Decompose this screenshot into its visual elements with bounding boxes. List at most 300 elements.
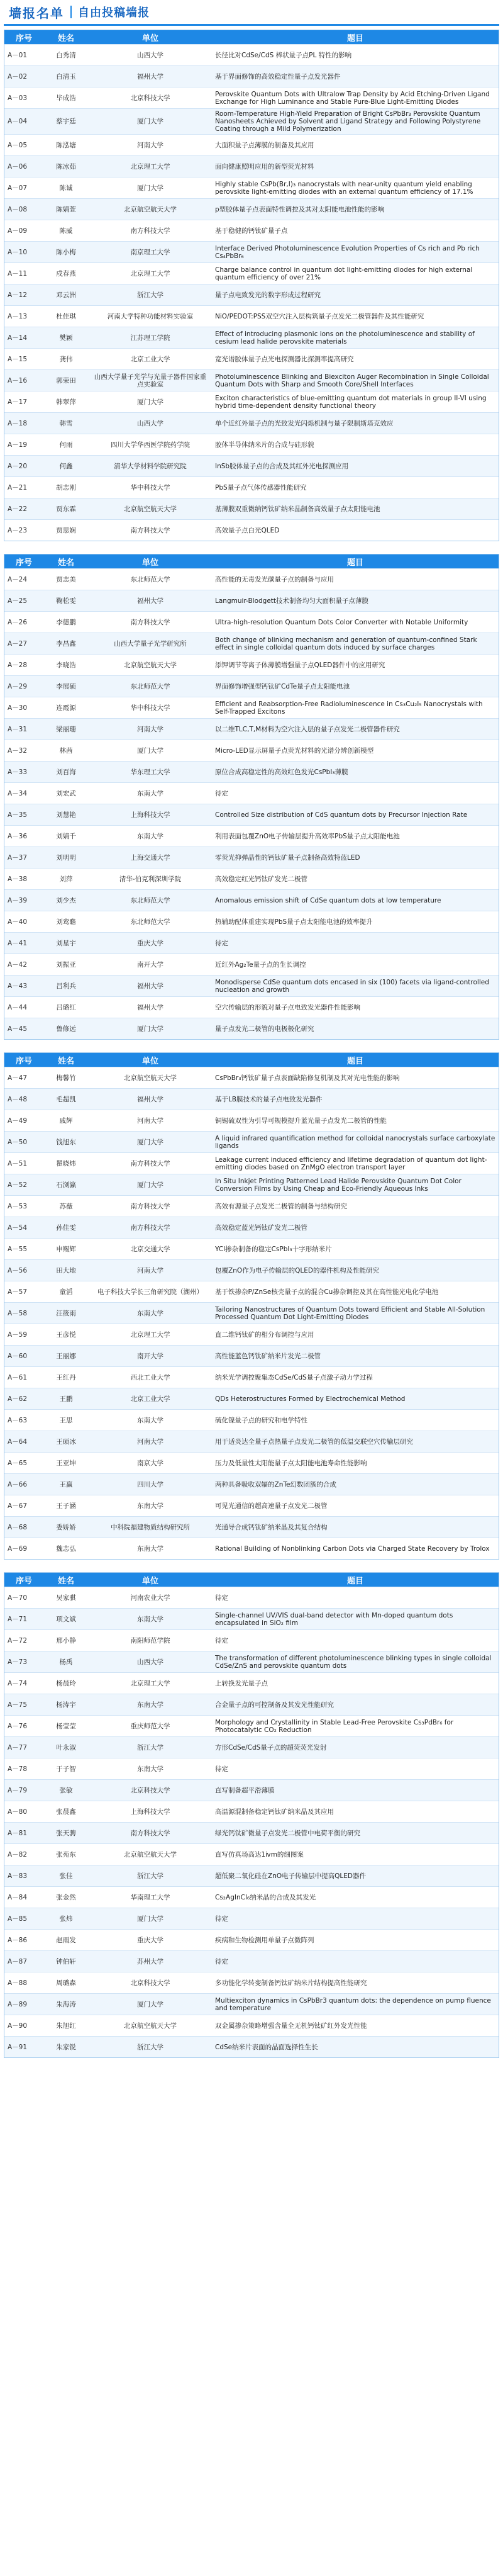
table-row	[4, 1823, 499, 1844]
cell-name: 周璐森	[43, 1972, 89, 1994]
cell-title: 高效稳定蓝光钙钛矿发光二极管	[212, 1217, 499, 1239]
cell-unit: 厦门大学	[89, 1908, 212, 1930]
cell-name: 贾东霖	[43, 498, 89, 520]
cell-title: 可见光通信的超高速量子点发光二极管	[212, 1495, 499, 1517]
cell-title: 绿光钙钛矿微量子点发光二极管中电荷平衡的研究	[212, 1823, 499, 1844]
column-header-title: 题目	[212, 1053, 499, 1067]
table-row	[4, 1239, 499, 1260]
cell-unit: 福州大学	[89, 66, 212, 87]
cell-unit: 南方科技大学	[89, 612, 212, 633]
table-row	[4, 890, 499, 911]
table-row	[4, 762, 499, 783]
cell-name: 戍春燕	[43, 263, 89, 284]
page-subtitle: 自由投稿墙报	[78, 6, 150, 20]
cell-title: In Situ Inkjet Printing Patterned Lead Halide Perovskite Quantum Dot Color Conversion Films by Using Cheap and Eco-Friendly Aqueous Inks	[212, 1174, 499, 1196]
cell-title: Controlled Size distribution of CdS quantum dots by Precursor Injection Rate	[212, 804, 499, 826]
cell-name: 朱海涛	[43, 1994, 89, 2015]
column-header-unit: 单位	[89, 554, 212, 569]
cell-unit: 北京航空航天大学	[89, 655, 212, 676]
cell-title: 直写仿真场高达1ⅳm的细图案	[212, 1844, 499, 1865]
cell-title: Micro-LED显示屏量子点荧光材料的光谱分辨创新模型	[212, 740, 499, 762]
cell-number: A－40	[4, 911, 43, 933]
cell-unit: 厦门大学	[89, 1174, 212, 1196]
cell-name: 何鑫	[43, 456, 89, 477]
cell-name: 申赐辉	[43, 1239, 89, 1260]
table-row	[4, 456, 499, 477]
cell-title: 基于界面修饰的高效稳定性量子点发光器件	[212, 66, 499, 87]
column-header-title: 题目	[212, 554, 499, 569]
cell-unit: 浙江大学	[89, 284, 212, 306]
table-header-row	[4, 554, 499, 569]
cell-number: A－28	[4, 655, 43, 676]
cell-number: A－91	[4, 2037, 43, 2058]
cell-number: A－78	[4, 1758, 43, 1780]
table-row	[4, 370, 499, 391]
cell-title: InSb胶体量子点的合成及其红外光电探测应用	[212, 456, 499, 477]
table-row	[4, 135, 499, 156]
cell-name: 陈冰茹	[43, 156, 89, 177]
column-header-name: 姓名	[43, 1053, 89, 1067]
cell-name: 贾志美	[43, 569, 89, 590]
cell-name: 刘星宇	[43, 933, 89, 954]
cell-number: A－51	[4, 1153, 43, 1174]
cell-unit: 厦门大学	[89, 740, 212, 762]
cell-name: 张金然	[43, 1887, 89, 1908]
table-row	[4, 1281, 499, 1303]
cell-title: 方形CdSe/CdS量子点的超荧荧光发射	[212, 1737, 499, 1758]
cell-number: A－18	[4, 413, 43, 434]
cell-name: 白清玉	[43, 66, 89, 87]
table-row	[4, 1495, 499, 1517]
cell-unit: 东南大学	[89, 826, 212, 847]
cell-title: 超低聚二氧化硅在ZnO电子传输层中提高QLED器件	[212, 1865, 499, 1887]
poster-table	[4, 554, 499, 1039]
cell-name: 项文斌	[43, 1609, 89, 1630]
cell-unit: 北京航空航天大学	[89, 2015, 212, 2037]
cell-number: A－75	[4, 1694, 43, 1716]
cell-name: 刘宏武	[43, 783, 89, 804]
cell-name: 白秀清	[43, 45, 89, 66]
cell-name: 鲁修远	[43, 1018, 89, 1040]
table-row	[4, 1196, 499, 1217]
cell-name: 赵雨发	[43, 1930, 89, 1951]
cell-number: A－16	[4, 370, 43, 391]
cell-name: 汪筱雨	[43, 1303, 89, 1324]
cell-title: 待定	[212, 1587, 499, 1609]
cell-unit: 电子科技大学长三角研究院（湖州）	[89, 1281, 212, 1303]
cell-name: 李德鹏	[43, 612, 89, 633]
cell-title: 热辅助配体重建实现PbS量子点太阳能电池的效率提升	[212, 911, 499, 933]
cell-name: 张炜	[43, 1908, 89, 1930]
cell-title: 直二维钙钛矿的相分布调控与应用	[212, 1324, 499, 1346]
cell-title: 合金量子点的可控制备及其发光性能研究	[212, 1694, 499, 1716]
cell-unit: 东南大学	[89, 1410, 212, 1431]
cell-unit: 山西大学量子光学与光量子器件国家重点实验室	[89, 370, 212, 391]
cell-number: A－11	[4, 263, 43, 284]
cell-unit: 南开大学	[89, 954, 212, 976]
cell-number: A－04	[4, 109, 43, 135]
table-row	[4, 1260, 499, 1281]
cell-title: 高性能的无毒发光碳量子点的制备与应用	[212, 569, 499, 590]
cell-title: Ultra-high-resolution Quantum Dots Color Converter with Notable Uniformity	[212, 612, 499, 633]
table-row	[4, 1865, 499, 1887]
cell-number: A－52	[4, 1174, 43, 1196]
table-row	[4, 1367, 499, 1388]
cell-name: 陈婧萱	[43, 199, 89, 220]
table-row	[4, 284, 499, 306]
cell-title: Both change of blinking mechanism and generation of quantum-confined Stark effect in single colloidal quantum dots induced by surface charges	[212, 633, 499, 655]
cell-number: A－10	[4, 242, 43, 263]
table-row	[4, 109, 499, 135]
table-row	[4, 177, 499, 199]
cell-number: A－36	[4, 826, 43, 847]
cell-number: A－54	[4, 1217, 43, 1239]
cell-title: Efficient and Reabsorption-Free Radioluminescence in Cs₃Cu₂I₅ Nanocrystals with Self-Trapped Excitons	[212, 697, 499, 719]
cell-unit: 福州大学	[89, 1089, 212, 1110]
cell-title: 高效量子点白光QLED	[212, 520, 499, 541]
cell-unit: 北京理工大学	[89, 156, 212, 177]
cell-name: 童滔	[43, 1281, 89, 1303]
cell-name: 朱家锐	[43, 2037, 89, 2058]
cell-unit: 北京科技大学	[89, 87, 212, 109]
cell-unit: 四川大学	[89, 1474, 212, 1495]
cell-name: 孙佳雯	[43, 1217, 89, 1239]
table-row	[4, 911, 499, 933]
cell-unit: 清华大学材料学院研究院	[89, 456, 212, 477]
table-row	[4, 1174, 499, 1196]
cell-name: 刘慧艳	[43, 804, 89, 826]
cell-unit: 华南理工大学	[89, 1887, 212, 1908]
table-row	[4, 1474, 499, 1495]
poster-list	[0, 30, 503, 2058]
cell-title: 高效稳定红光钙钛矿发光二极管	[212, 869, 499, 890]
cell-name: 王丽娜	[43, 1346, 89, 1367]
column-header-name: 姓名	[43, 30, 89, 45]
cell-number: A－67	[4, 1495, 43, 1517]
title-divider	[70, 6, 72, 18]
cell-unit: 福州大学	[89, 976, 212, 997]
table-row	[4, 954, 499, 976]
cell-title: 基于LB膜技术的量子点电致发光器件	[212, 1089, 499, 1110]
table-row	[4, 520, 499, 541]
table-row	[4, 1346, 499, 1367]
cell-number: A－42	[4, 954, 43, 976]
table-row	[4, 349, 499, 370]
cell-number: A－03	[4, 87, 43, 109]
cell-title: Exciton characteristics of blue-emitting quantum dot materials in group II-VI using hybrid time-dependent density functional theory	[212, 391, 499, 413]
cell-number: A－59	[4, 1324, 43, 1346]
cell-name: 樊颖	[43, 327, 89, 349]
cell-number: A－32	[4, 740, 43, 762]
column-header-unit: 单位	[89, 1053, 212, 1067]
cell-name: 魏志弘	[43, 1538, 89, 1560]
cell-unit: 江苏理工学院	[89, 327, 212, 349]
header-rule	[4, 24, 499, 26]
table-row	[4, 1994, 499, 2015]
cell-name: 邓云洲	[43, 284, 89, 306]
cell-name: 王红丹	[43, 1367, 89, 1388]
cell-title: 硫化镍量子点的研究和电学特性	[212, 1410, 499, 1431]
table-row	[4, 156, 499, 177]
cell-title: 疾病和生物检测用单量子点微阵列	[212, 1930, 499, 1951]
cell-unit: 南方科技大学	[89, 220, 212, 242]
cell-number: A－07	[4, 177, 43, 199]
table-row	[4, 263, 499, 284]
cell-name: 鞠松雯	[43, 590, 89, 612]
cell-unit: 北京理工大学	[89, 1324, 212, 1346]
cell-name: 杨涛宇	[43, 1694, 89, 1716]
cell-number: A－82	[4, 1844, 43, 1865]
cell-name: 石浏瀛	[43, 1174, 89, 1196]
cell-title: Perovskite Quantum Dots with Ultralow Trap Density by Acid Etching-Driven Ligand Exchange for High Luminance and Stable Pure-Blue Light-Emitting Diodes	[212, 87, 499, 109]
cell-number: A－38	[4, 869, 43, 890]
cell-number: A－19	[4, 434, 43, 456]
cell-name: 刘振亚	[43, 954, 89, 976]
table-row	[4, 1673, 499, 1694]
cell-unit: 福州大学	[89, 997, 212, 1018]
cell-title: Room-Temperature High-Yield Preparation of Bright CsPbBr₃ Perovskite Quantum Nanosheets Achieved by Solvent and Ligand Strategy and Following Polystyrene Coating through a Mild Polymerization	[212, 109, 499, 135]
column-header-no: 序号	[4, 1573, 43, 1587]
table-row	[4, 740, 499, 762]
cell-number: A－02	[4, 66, 43, 87]
cell-title: 添钾调节等离子体薄膜增强量子点QLED器件中的应用研究	[212, 655, 499, 676]
cell-title: 待定	[212, 933, 499, 954]
table-row	[4, 1517, 499, 1538]
cell-name: 郭荣田	[43, 370, 89, 391]
cell-unit: 东北师范大学	[89, 911, 212, 933]
cell-unit: 东南大学	[89, 1694, 212, 1716]
cell-number: A－60	[4, 1346, 43, 1367]
cell-unit: 北京航空航天大学	[89, 199, 212, 220]
cell-unit: 河南大学	[89, 1431, 212, 1453]
table-row	[4, 477, 499, 498]
cell-unit: 北京航空航天大学	[89, 1844, 212, 1865]
cell-name: 刘少杰	[43, 890, 89, 911]
cell-title: 单个近红外量子点的光致发光闪烁机制与量子限制斯塔克效应	[212, 413, 499, 434]
cell-unit: 南方科技大学	[89, 520, 212, 541]
cell-number: A－33	[4, 762, 43, 783]
cell-title: Single-channel UV/VIS dual-band detector with Mn-doped quantum dots encapsulated in SiO₂ film	[212, 1609, 499, 1630]
cell-number: A－58	[4, 1303, 43, 1324]
cell-name: 陈威	[43, 220, 89, 242]
table-row	[4, 1388, 499, 1410]
cell-name: 龚伟	[43, 349, 89, 370]
cell-title: 直写制备超平滑薄膜	[212, 1780, 499, 1801]
cell-title: 胶体半导体纳米片的合成与硅形貌	[212, 434, 499, 456]
cell-number: A－12	[4, 284, 43, 306]
cell-title: 待定	[212, 1630, 499, 1651]
cell-unit: 福州大学	[89, 590, 212, 612]
cell-unit: 北京工业大学	[89, 1388, 212, 1410]
poster-table	[4, 1053, 499, 1559]
table-row	[4, 1453, 499, 1474]
cell-unit: 重庆师范大学	[89, 1716, 212, 1737]
column-header-no: 序号	[4, 30, 43, 45]
cell-unit: 北京航空航天大学	[89, 1067, 212, 1089]
poster-table-section	[4, 1052, 499, 1560]
table-row	[4, 1153, 499, 1174]
cell-unit: 东南大学	[89, 1495, 212, 1517]
cell-number: A－34	[4, 783, 43, 804]
cell-title: Tailoring Nanostructures of Quantum Dots toward Efficient and Stable All-Solution Processed Quantum Dot Light-Emitting Diodes	[212, 1303, 499, 1324]
cell-title: 待定	[212, 1908, 499, 1930]
cell-number: A－73	[4, 1651, 43, 1673]
cell-title: 界面修饰增强型钙钛矿CdTe量子点太阳能电池	[212, 676, 499, 697]
cell-name: 王硕冰	[43, 1431, 89, 1453]
cell-name: 贾思娴	[43, 520, 89, 541]
cell-title: Morphology and Crystallinity in Stable Lead-Free Perovskite Cs₃PdBr₆ for Photocatalytic CO₂ Reduction	[212, 1716, 499, 1737]
cell-name: 韩雪	[43, 413, 89, 434]
cell-title: 基于稳健的钙钛矿量子点	[212, 220, 499, 242]
cell-number: A－05	[4, 135, 43, 156]
cell-unit: 厦门大学	[89, 1994, 212, 2015]
cell-name: 王亚坤	[43, 1453, 89, 1474]
cell-unit: 清华-伯克利深圳学院	[89, 869, 212, 890]
table-row	[4, 2015, 499, 2037]
cell-number: A－86	[4, 1930, 43, 1951]
table-row	[4, 1844, 499, 1865]
cell-unit: 河南农业大学	[89, 1587, 212, 1609]
cell-number: A－62	[4, 1388, 43, 1410]
cell-number: A－72	[4, 1630, 43, 1651]
table-row	[4, 826, 499, 847]
cell-unit: 北京科技大学	[89, 1972, 212, 1994]
cell-unit: 苏州大学	[89, 1951, 212, 1972]
cell-title: CsPbBr₃钙钛矿量子点表面缺陷修复机制及其对光电性能的影响	[212, 1067, 499, 1089]
cell-title: 利用表面包覆ZnO电子传输层提升高效率PbS量子点太阳能电池	[212, 826, 499, 847]
cell-name: 于子智	[43, 1758, 89, 1780]
cell-unit: 北京航空航天大学	[89, 498, 212, 520]
cell-title: Effect of introducing plasmonic ions on the photoluminescence and stability of cesium lead halide perovskite materials	[212, 327, 499, 349]
column-header-no: 序号	[4, 554, 43, 569]
cell-number: A－39	[4, 890, 43, 911]
cell-title: The transformation of different photoluminescence blinking types in single colloidal CdSe/ZnS and perovskite quantum dots	[212, 1651, 499, 1673]
cell-unit: 东北师范大学	[89, 676, 212, 697]
cell-unit: 华中科技大学	[89, 477, 212, 498]
cell-unit: 山西大学	[89, 45, 212, 66]
cell-number: A－21	[4, 477, 43, 498]
table-row	[4, 1737, 499, 1758]
cell-name: 蔡宇廷	[43, 109, 89, 135]
table-row	[4, 434, 499, 456]
cell-unit: 北京理工大学	[89, 263, 212, 284]
cell-unit: 厦门大学	[89, 391, 212, 413]
cell-name: 张晨鑫	[43, 1801, 89, 1823]
column-header-title: 题目	[212, 1573, 499, 1587]
table-row	[4, 1110, 499, 1132]
table-row	[4, 569, 499, 590]
cell-number: A－08	[4, 199, 43, 220]
cell-number: A－26	[4, 612, 43, 633]
cell-unit: 重庆大学	[89, 1930, 212, 1951]
cell-name: 瞿晓炜	[43, 1153, 89, 1174]
cell-number: A－22	[4, 498, 43, 520]
cell-title: Leakage current induced efficiency and lifetime degradation of quantum dot light-emitting diodes based on ZnMgO electron transport layer	[212, 1153, 499, 1174]
cell-number: A－90	[4, 2015, 43, 2037]
cell-number: A－17	[4, 391, 43, 413]
cell-name: 陈诚	[43, 177, 89, 199]
cell-name: 毛超凯	[43, 1089, 89, 1110]
cell-name: 吕利兵	[43, 976, 89, 997]
cell-title: Cs₂AgInCl₆纳米晶的合成及其发光	[212, 1887, 499, 1908]
cell-name: 张佳	[43, 1865, 89, 1887]
column-header-name: 姓名	[43, 1573, 89, 1587]
table-row	[4, 1067, 499, 1089]
cell-title: 长径比对CdSe/CdS 棒状量子点PL 特性的影响	[212, 45, 499, 66]
column-header-title: 题目	[212, 30, 499, 45]
table-row	[4, 242, 499, 263]
cell-title: A liquid infrared quantification method for colloidal nanocrystals surface carboxylate ligands	[212, 1132, 499, 1153]
cell-title: Monodisperse CdSe quantum dots encased in six (100) facets via ligand-controlled nucleation and growth	[212, 976, 499, 997]
cell-name: 朱旭红	[43, 2015, 89, 2037]
cell-title: 大面积量子点薄膜的制备及其应用	[212, 135, 499, 156]
cell-name: 委娇娇	[43, 1517, 89, 1538]
cell-number: A－79	[4, 1780, 43, 1801]
table-row	[4, 1758, 499, 1780]
table-row	[4, 199, 499, 220]
table-row	[4, 1089, 499, 1110]
cell-name: 刘婧千	[43, 826, 89, 847]
cell-name: 连霞源	[43, 697, 89, 719]
table-row	[4, 869, 499, 890]
cell-number: A－50	[4, 1132, 43, 1153]
cell-title: 多功能化学转变制备钙钛矿纳米片结构提高性能研究	[212, 1972, 499, 1994]
column-header-unit: 单位	[89, 30, 212, 45]
table-row	[4, 1538, 499, 1560]
column-header-no: 序号	[4, 1053, 43, 1067]
poster-table-section	[4, 30, 499, 541]
cell-unit: 厦门大学	[89, 1018, 212, 1040]
cell-name: 李昌鑫	[43, 633, 89, 655]
cell-title: QDs Heterostructures Formed by Electrochemical Method	[212, 1388, 499, 1410]
cell-unit: 东南大学	[89, 783, 212, 804]
cell-name: 杨莹莹	[43, 1716, 89, 1737]
cell-number: A－56	[4, 1260, 43, 1281]
cell-number: A－25	[4, 590, 43, 612]
cell-name: 张敏	[43, 1780, 89, 1801]
cell-name: 李晓浩	[43, 655, 89, 676]
cell-name: 刘明明	[43, 847, 89, 869]
cell-unit: 河南大学	[89, 135, 212, 156]
cell-title: 压力及低量性太阳能量子点太阳能电池寿命性能影响	[212, 1453, 499, 1474]
poster-table	[4, 30, 499, 541]
cell-number: A－44	[4, 997, 43, 1018]
cell-name: 刘萍	[43, 869, 89, 890]
cell-title: Interface Derived Photoluminescence Evolution Properties of Cs rich and Pb rich Cs₄PbBr₆	[212, 242, 499, 263]
cell-unit: 华中科技大学	[89, 697, 212, 719]
table-row	[4, 1431, 499, 1453]
cell-number: A－15	[4, 349, 43, 370]
cell-unit: 厦门大学	[89, 109, 212, 135]
cell-title: 基薄膜双重微纳钙钛矿纳米晶制备高效量子点太阳能电池	[212, 498, 499, 520]
table-row	[4, 1018, 499, 1040]
cell-unit: 山西大学	[89, 413, 212, 434]
cell-number: A－70	[4, 1587, 43, 1609]
cell-number: A－71	[4, 1609, 43, 1630]
cell-name: 杨禹	[43, 1651, 89, 1673]
cell-unit: 河南大学	[89, 1260, 212, 1281]
table-header-row	[4, 1053, 499, 1067]
table-row	[4, 1780, 499, 1801]
cell-title: Charge balance control in quantum dot light-emitting diodes for high external quantum efficiency of over 21%	[212, 263, 499, 284]
cell-unit: 浙江大学	[89, 1737, 212, 1758]
cell-number: A－68	[4, 1517, 43, 1538]
cell-name: 吕璐红	[43, 997, 89, 1018]
cell-title: 量子点发光二极管的电极极化研究	[212, 1018, 499, 1040]
cell-number: A－61	[4, 1367, 43, 1388]
cell-unit: 北京理工大学	[89, 1673, 212, 1694]
cell-name: 梁丽珊	[43, 719, 89, 740]
